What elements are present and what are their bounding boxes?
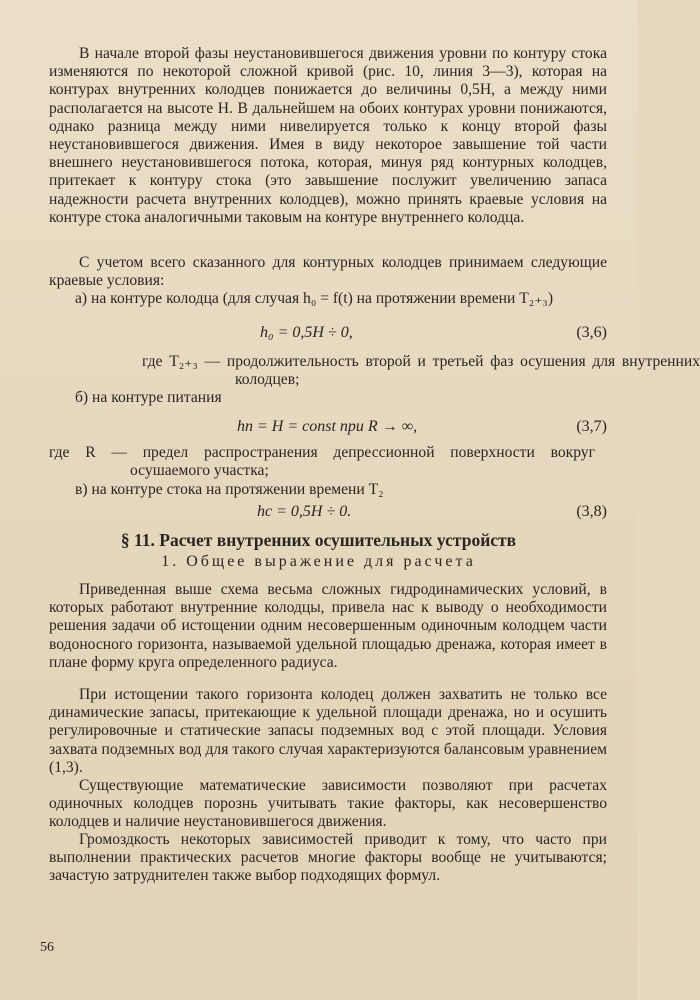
formula-3-6: h₀ = 0,5H ÷ 0, [260,324,353,341]
formula-3-7: hп = H = const при R → ∞, [237,418,418,435]
paragraph-phase-two: В начале второй фазы неустановившегося движения уровни по контуру стока изменяются по некоторой сложной кривой (рис. 10, линия 3—3), которая на контурах внутренних колодцев понижается до величины 0,5H, а между ними располагается на высоте H. В дальнейшем на обоих контурах уровни понижаются, однако разница между ними нивелируется только к концу второй фазы неустановившегося движения. Имея в виду некоторое завышение той части внешнего неустановившегося потока, которая, минуя ряд контурных колодцев, притекает к контуру стока (это завышение послужит увеличению запаса надежности расчета внутренних колодцев), можно принять краевые условия на контуре стока аналогичными таковым на контуре внутреннего колодца. [49,45,607,226]
where-r: где R — предел распространения депрессионной поверхности вокруг осушаемого участка; [49,444,595,480]
paragraph-math-dependencies: Существующие математические зависимости позволяют при расчетах одиночных колодцев порознь учитывать такие факторы, как несовершенство колодцев и наличие неустановившегося движения. [49,777,607,831]
where-t23: где T₂₊₃ — продолжительность второй и третьей фаз осушения для внутренних колодцев; [142,353,700,389]
paragraph-depletion: При истощении такого горизонта колодец должен захватить не только все динамические запасы, притекающие к удельной площади дренажа, но и осушить регулировочные и статические запасы подземных вод с этой площади. Условия захвата подземных вод для такого случая характеризуются балансовым уравнением (1,3). [49,686,607,776]
item-b: б) на контуре питания [75,389,222,406]
item-c: в) на контуре стока на протяжении времени T₂ [75,481,384,498]
equation-number-3-6: (3,6) [576,324,607,341]
page-number: 56 [40,940,54,955]
paragraph-boundary-conditions: С учетом всего сказанного для контурных колодцев принимаем следующие краевые условия: [49,254,607,290]
equation-number-3-8: (3,8) [576,503,607,520]
paragraph-scheme: Приведенная выше схема весьма сложных гидродинамических условий, в которых работают внутренние колодцы, привела нас к выводу о необходимости решения задачи об истощении одним несовершенным одиночным колодцем части водоносного горизонта, называемой удельной площадью дренажа, которая имеет в плане форму круга определенного радиуса. [49,581,607,671]
section-subheading: 1. Общее выражение для расчета [161,553,476,570]
formula-3-8: hс = 0,5H ÷ 0. [257,503,352,520]
item-a: а) на контуре колодца (для случая h₀ = f(t) на протяжении времени T₂₊₃) [75,290,554,307]
section-heading: § 11. Расчет внутренних осушительных устройств [120,530,517,550]
paragraph-cumbersome: Громоздкость некоторых зависимостей приводит к тому, что часто при выполнении практических расчетов многие факторы вообще не учитываются; зачастую затруднителен также выбор подходящих формул. [49,831,607,885]
equation-number-3-7: (3,7) [576,418,607,435]
